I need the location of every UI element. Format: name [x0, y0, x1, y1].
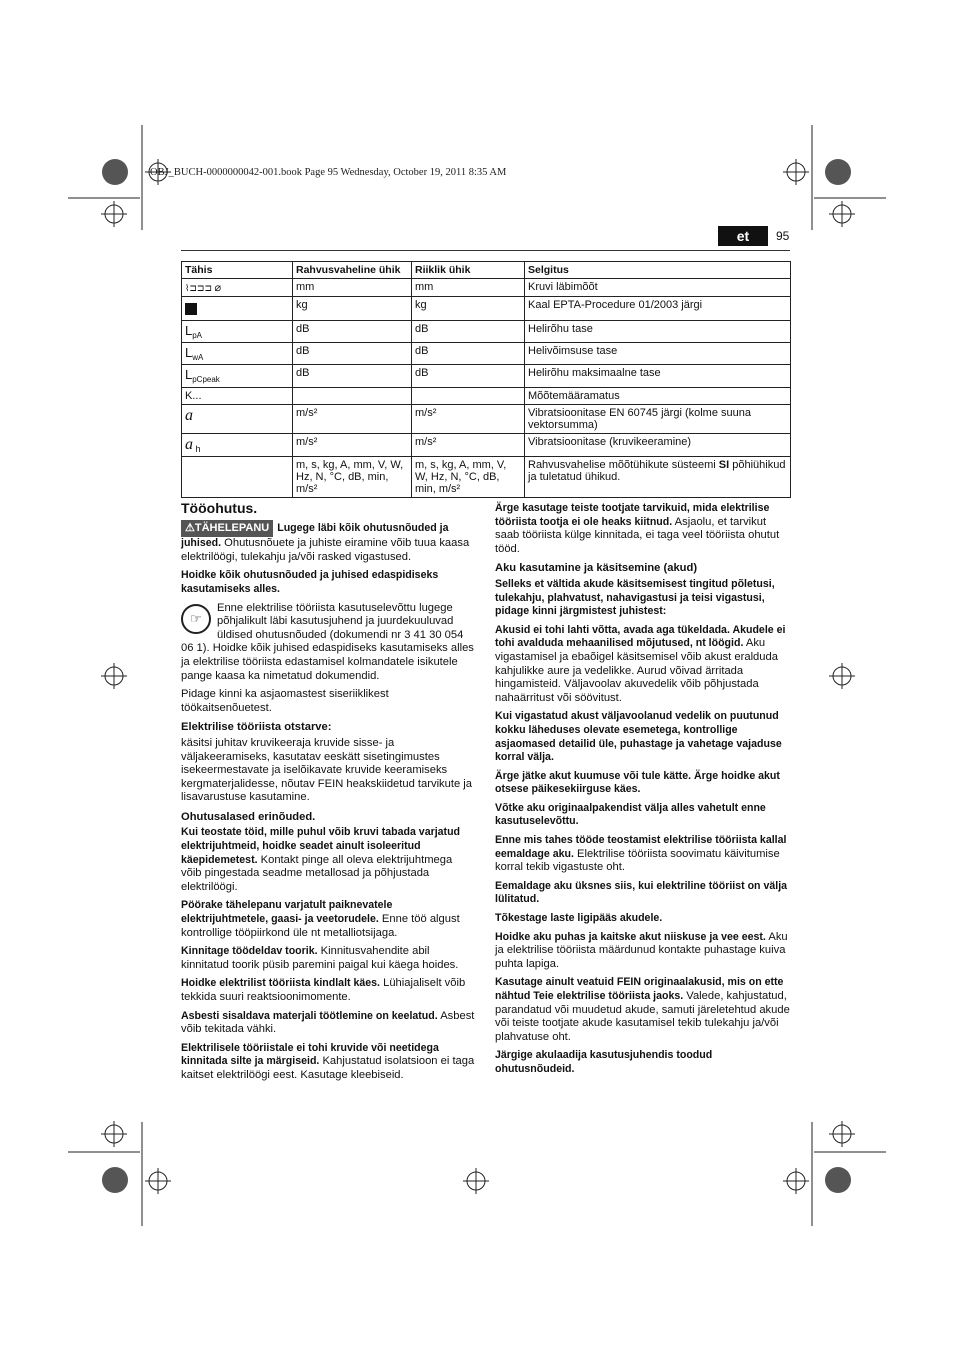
- table-row: [182, 433, 791, 456]
- table-cell: m/s²: [412, 404, 525, 433]
- table-header-row: [182, 262, 791, 279]
- table-cell: kg: [293, 297, 412, 321]
- safety-paragraph: Ärge jätke akut kuumuse või tule kätte. Ärge hoidke akut otsese päikesekiirguse käes.: [495, 769, 780, 796]
- table-cell: a: [182, 404, 293, 433]
- table-cell: Vibratsioonitase (kruvikeeramine): [525, 433, 791, 456]
- keep-instructions: Hoidke kõik ohutusnõuded ja juhised edaspidiseks kasutamiseks alles.: [181, 569, 439, 595]
- table-cell: mm: [293, 279, 412, 297]
- table-cell: $L_{pA}$: [182, 321, 293, 343]
- safety-paragraph: Kinnitage töödeldav toorik. Kinnitusvahendite abil kinnitatud toorik püsib paremini paigal kui käega hoides.: [181, 945, 459, 971]
- table-cell: mm: [412, 279, 525, 297]
- table-header: Selgitus: [525, 262, 791, 279]
- language-badge: et: [718, 226, 768, 246]
- table-row: [182, 404, 791, 433]
- table-cell: [293, 387, 412, 404]
- table-cell: K...: [182, 387, 293, 404]
- table-cell: m/s²: [293, 404, 412, 433]
- table-cell: kg: [412, 297, 525, 321]
- safety-paragraph: Hoidke elektrilist tööriista kindlalt käes. Lühiajaliselt võib tekkida suuri reaktsioonimomente.: [181, 977, 466, 1003]
- battery-intro: Selleks et vältida akude käsitsemisest tingitud põletusi, tulekahju, plahvatust, nahavigastusi ja teisi vigastusi, pidage kinni järgmistest juhistest:: [495, 577, 775, 618]
- special-heading: Ohutusalased erinõuded.: [181, 810, 316, 823]
- table-cell: $L_{wA}$: [182, 343, 293, 365]
- table-cell: Helivõimsuse tase: [525, 343, 791, 365]
- rules-paragraph: Pidage kinni ka asjaomastest siseriiklikest töökaitsenõuetest.: [181, 688, 389, 714]
- safety-paragraph: Kui vigastatud akust väljavoolanud vedelik on puutunud kokku läheduses olevate esemetega, kontrollige asjaomased detailid üle, puhastage ja vahetage vajaduse korral välja.: [495, 710, 782, 764]
- table-row: [182, 343, 791, 365]
- file-header: OBJ_BUCH-0000000042-001.book Page 95 Wednesday, October 19, 2011 8:35 AM: [150, 167, 507, 178]
- header-rule: [181, 250, 790, 251]
- table-row: [182, 365, 791, 387]
- table-cell: m, s, kg, A, mm, V, W, Hz, N, °C, dB, min, m/s²: [412, 456, 525, 497]
- table-cell: Mõõtemääramatus: [525, 387, 791, 404]
- table-row: [182, 279, 791, 297]
- table-cell: dB: [412, 321, 525, 343]
- table-cell: [182, 456, 293, 497]
- table-cell: [412, 387, 525, 404]
- safety-paragraph: Akusid ei tohi lahti võtta, avada aga tükeldada. Akudele ei tohi avalduda mehaanilised mõjutused, nt löögid. Aku vigastamisel ja ebaõigel käsitsemisel võib akust eralduda kahjulikke aure ja vedelikke. Aurud võivad ärritada hingamisteid. Väljavoolav akuvedelik võib põhjustada nahaärritust või söövitust.: [495, 623, 786, 704]
- table-row: [182, 321, 791, 343]
- table-header: Riiklik ühik: [412, 262, 525, 279]
- table-cell: dB: [293, 343, 412, 365]
- weight-icon: [185, 303, 197, 315]
- table-row: [182, 387, 791, 404]
- safety-paragraph: Pöörake tähelepanu varjatult paiknevatele elektrijuhtmetele, gaasi- ja veetorudele. Enne töö algust kontrollige tööpiirkond üle nt metalliotsijaga.: [181, 899, 460, 939]
- safety-paragraph: Kui teostate töid, mille puhul võib kruvi tabada varjatud elektrijuhtmeid, hoidke seadet ainult isoleeritud käepidemetest. Kontakt pinge all oleva elektrijuhtmega võib pingestada seadme metallosad ja põhjustada elektrilöögi.: [181, 826, 461, 893]
- left-column: [181, 502, 475, 1088]
- table-header: Tähis: [182, 262, 293, 279]
- table-cell: dB: [293, 321, 412, 343]
- table-cell: m/s²: [412, 433, 525, 456]
- section-title: Tööohutus.: [181, 500, 258, 516]
- battery-heading: Aku kasutamine ja käsitsemine (akud): [495, 562, 698, 575]
- table-cell: dB: [412, 343, 525, 365]
- table-row: [182, 297, 791, 321]
- table-cell: Kruvi läbimõõt: [525, 279, 791, 297]
- units-table: [181, 261, 791, 498]
- warning-badge: ⚠TÄHELEPANU: [181, 520, 273, 538]
- table-cell: ⌀: [214, 282, 222, 294]
- screw-icon: ⌇⊐⊐⊐: [185, 283, 215, 293]
- manual-paragraph: ☞ Enne elektrilise tööriista kasutuselevõttu lugege põhjalikult läbi kasutusjuhend ja juurdekuuluvad üldised ohutusnõuded (dokumendi nr 3 41 30 054 06 1). Hoidke kõik juhised edaspidiseks kasutamiseks alles ja elektrilise tööriista edastamisel kolmandatele isikutele pange kaasa ka nimetatud dokumendid.: [181, 601, 474, 682]
- table-row: [182, 456, 791, 497]
- table-cell: m, s, kg, A, mm, V, W, Hz, N, °C, dB, min, m/s²: [293, 456, 412, 497]
- safety-paragraph: Tõkestage laste ligipääs akudele.: [495, 912, 663, 925]
- page-number: 95: [776, 229, 790, 243]
- safety-paragraph: Hoidke aku puhas ja kaitske akut niiskuse ja vee eest. Aku ja elektrilise tööriista määrdunud kontakte puhastage kuiva puhta lapiga.: [495, 930, 788, 970]
- safety-paragraph: Asbesti sisaldava materjali töötlemine on keelatud. Asbest võib tekitada vähki.: [181, 1009, 475, 1036]
- safety-paragraph: Võtke aku originaalpakendist välja alles vahetult enne kasutuselevõttu.: [495, 801, 766, 828]
- right-column: [495, 502, 791, 1082]
- table-cell: Vibratsioonitase EN 60745 järgi (kolme suuna vektorsumma): [525, 404, 791, 433]
- table-header: Rahvusvaheline ühik: [293, 262, 412, 279]
- purpose-heading: Elektrilise tööriista otstarve:: [181, 721, 332, 734]
- safety-paragraph: Eemaldage aku üksnes siis, kui elektriline tööriist on välja lülitatud.: [495, 879, 788, 906]
- safety-paragraph: Elektrilisele tööriistale ei tohi kruvide või neetidega kinnitada silte ja märgiseid. Kahjustatud isolatsioon ei taga kaitset elektrilöögi eest. Kasutage kleebiseid.: [181, 1041, 475, 1081]
- warning-paragraph: ⚠TÄHELEPANU Lugege läbi kõik ohutusnõuded ja juhised. Ohutusnõuete ja juhiste eiramine võib tuua kaasa elektrilöögi, tulekahju ja/või rasked vigastused.: [181, 521, 470, 563]
- safety-paragraph: Ärge kasutage teiste tootjate tarvikuid, mida elektrilise tööriista tootja ei ole heaks kiitnud. Asjaolu, et tarvikut saab tööriista külge kinnitada, ei taga veel tööriista ohutut tööd.: [495, 502, 780, 555]
- table-cell: dB: [293, 365, 412, 387]
- table-cell: $L_{pCpeak}$: [182, 365, 293, 387]
- read-manual-icon: ☞: [181, 604, 211, 634]
- table-cell: Helirõhu tase: [525, 321, 791, 343]
- purpose-paragraph: käsitsi juhitav kruvikeeraja kruvide sisse- ja väljakeeramiseks, kasutatav eeskätt sisetingimustes isekeermestavate ja iselõikavate kruvide keeramiseks kergmaterjalidesse, nõutav FEIN heakskiidetud tarvikute ja lisavarustuse kasutamine.: [181, 736, 473, 804]
- table-cell: Rahvusvahelise mõõtühikute süsteemi SI põhiühikud ja tuletatud ühikud.: [525, 456, 791, 497]
- table-cell: dB: [412, 365, 525, 387]
- safety-paragraph: Enne mis tahes tööde teostamist elektrilise tööriista kallal eemaldage aku. Elektrilise tööriista soovimatu käivitumise korral tekib vigastuste oht.: [495, 834, 787, 874]
- table-cell: Kaal EPTA-Procedure 01/2003 järgi: [525, 297, 791, 321]
- table-cell: m/s²: [293, 433, 412, 456]
- table-cell: a $_h$: [182, 433, 293, 456]
- safety-paragraph: Kasutage ainult veatuid FEIN originaalakusid, mis on ette nähtud Teie elektrilise tööriista jaoks. Valede, kahjustatud, parandatud või muudetud akude, samuti järeletehtud akude või teiste tootjate akude kasutamisel tekib tulekahju ja/või plahvatuse oht.: [495, 976, 790, 1043]
- table-cell: Helirõhu maksimaalne tase: [525, 365, 791, 387]
- safety-paragraph: Järgige akulaadija kasutusjuhendis toodud ohutusnõudeid.: [495, 1049, 713, 1075]
